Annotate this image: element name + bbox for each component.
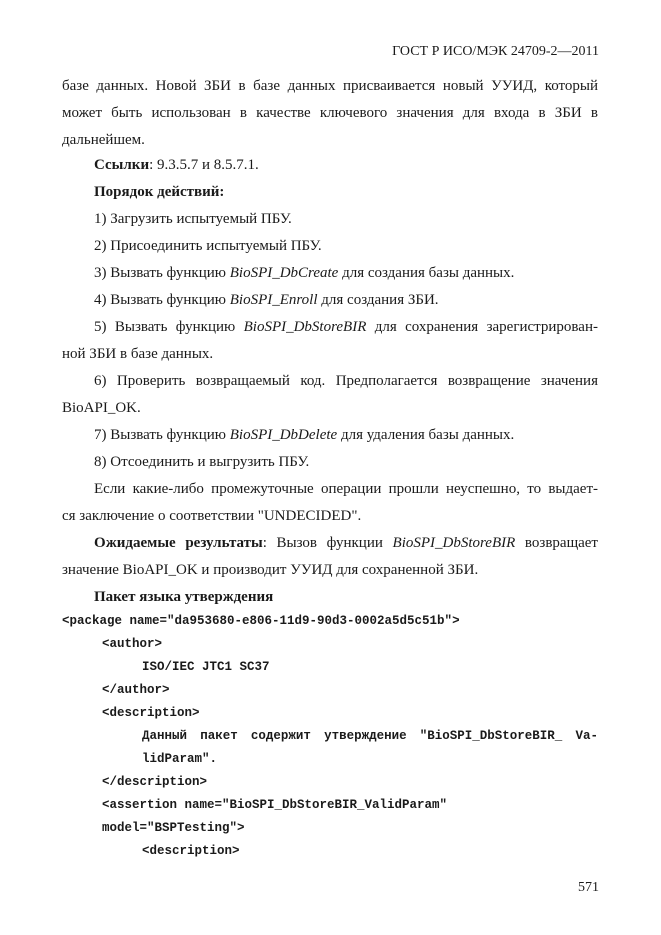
expected-results [94,535,598,552]
step-1: 1) Загрузить испытуемый ПБУ. [94,211,292,227]
failure-line: Если какие-либо промежуточные операции прошли неуспешно, то выдает- [94,481,598,497]
step-2: 2) Присоединить испытуемый ПБУ. [94,238,322,254]
expected-text: : Вызов функции [262,535,393,551]
step-text: 4) Вызвать функцию [94,292,230,308]
code-line: <assertion name="BioSPI_DbStoreBIR_ValidParam" [102,798,448,812]
code-line: lidParam". [142,752,218,766]
failure-line: ся заключение о соответствии "UNDECIDED". [62,508,362,524]
function-name: BioSPI_DbDelete [229,427,338,443]
procedure-title: Порядок действий: [94,184,225,200]
step-text: 5) Вызвать функцию [94,319,244,335]
expected-label: Ожидаемые результаты [94,535,263,551]
code-line: Данный пакет содержит утверждение "BioSPI_DbStoreBIR_ Va- [142,729,598,743]
step-7 [94,427,598,444]
assertion-title: Пакет языка утверждения [94,589,274,605]
step-text: 3) Вызвать функцию [94,265,230,281]
code-line: <author> [102,637,163,651]
step-5-continuation: ной ЗБИ в базе данных. [62,346,214,362]
running-header: ГОСТ Р ИСО/МЭК 24709-2—2011 [392,44,599,59]
expected-text: возвращает [515,535,598,551]
references-label: Ссылки [94,157,150,173]
code-line: <description> [142,844,240,858]
code-line: </description> [102,775,208,789]
step-text: для сохранения зарегистрирован- [366,319,598,335]
step-text: для создания ЗБИ. [317,292,439,308]
code-line: model="BSPTesting"> [102,821,245,835]
function-name: BioSPI_DbStoreBIR [243,319,367,335]
step-3 [94,265,598,282]
code-line: <package name="da953680-e806-11d9-90d3-0002a5d5c51b"> [62,614,460,628]
function-name: BioSPI_DbCreate [229,265,339,281]
function-name: BioSPI_DbStoreBIR [392,535,516,551]
step-8: 8) Отсоединить и выгрузить ПБУ. [94,454,310,470]
code-line: ISO/IEC JTC1 SC37 [142,660,270,674]
step-6-continuation: BioAPI_OK. [62,400,141,416]
step-6: 6) Проверить возвращаемый код. Предполагается возвращение значения [94,373,598,389]
step-4 [94,292,598,309]
function-name: BioSPI_Enroll [229,292,318,308]
references-line [94,157,598,174]
page-number: 571 [578,880,599,895]
step-text: для удаления базы данных. [337,427,515,443]
paragraph-line: базе данных. Новой ЗБИ в базе данных присваивается новый УУИД, который [62,78,598,94]
code-line: <description> [102,706,200,720]
code-line: </author> [102,683,170,697]
step-text: для создания базы данных. [338,265,515,281]
paragraph-line: дальнейшем. [62,132,145,148]
paragraph-line: может быть использован в качестве ключевого значения для входа в ЗБИ в [62,105,598,121]
step-text: 7) Вызвать функцию [94,427,230,443]
expected-results-continuation: значение BioAPI_OK и производит УУИД для сохраненной ЗБИ. [62,562,479,578]
step-5 [94,319,598,336]
references-text: : 9.3.5.7 и 8.5.7.1. [149,157,259,173]
